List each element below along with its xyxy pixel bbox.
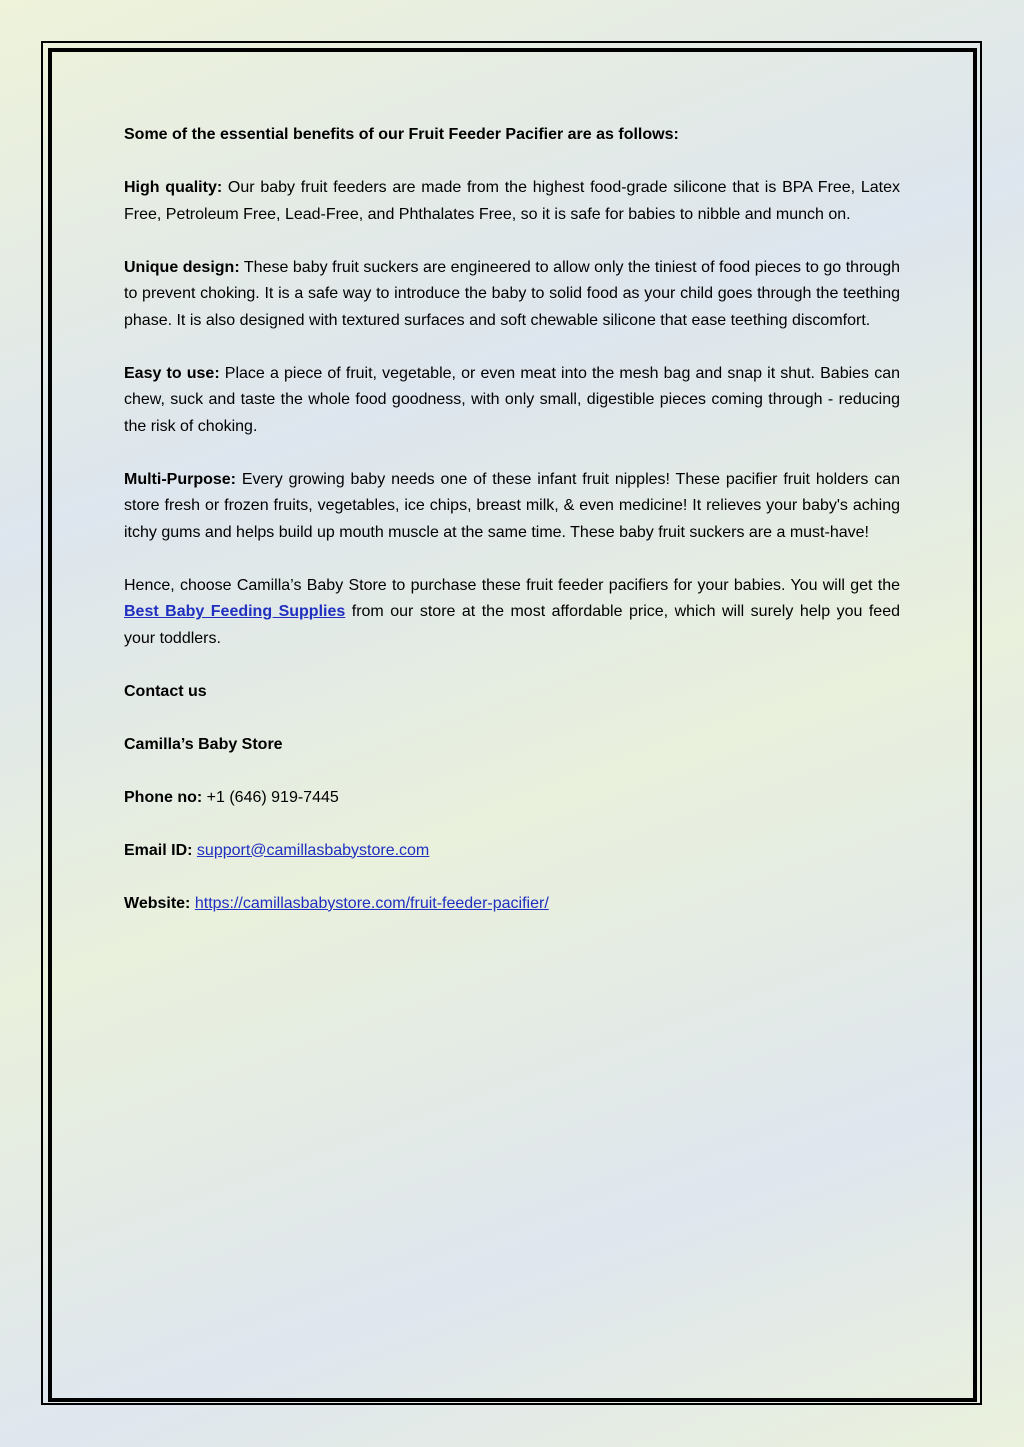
email-line <box>124 838 900 865</box>
website-link[interactable]: https://camillasbabystore.com/fruit-feeder-pacifier/ <box>194 894 549 912</box>
phone-value: +1 (646) 919-7445 <box>202 788 339 806</box>
benefit-unique-design <box>124 255 900 335</box>
website-line <box>124 891 900 918</box>
phone-line <box>124 785 900 812</box>
closing-text-before: Hence, choose Camilla’s Baby Store to purchase these fruit feeder pacifiers for your babies. You will get the <box>124 576 900 594</box>
benefit-high-quality <box>124 175 900 228</box>
phone-label: Phone no: <box>124 788 203 806</box>
benefit-title: Easy to use: <box>124 364 220 382</box>
intro-heading: Some of the essential benefits of our Fruit Feeder Pacifier are as follows: <box>124 126 679 143</box>
store-name: Camilla’s Baby Store <box>124 735 283 753</box>
benefit-title: High quality: <box>124 179 223 196</box>
benefit-easy-to-use <box>124 361 900 441</box>
benefit-text: These baby fruit suckers are engineered to allow only the tiniest of food pieces to go through to prevent choking. It is a safe way to introduce the baby to solid food as your child goes through the teething phase. It is also designed with textured surfaces and soft chewable silicone that ease teething discomfort. <box>124 258 900 329</box>
benefit-title: Multi-Purpose: <box>124 470 236 488</box>
best-baby-feeding-supplies-link[interactable]: Best Baby Feeding Supplies <box>124 603 346 620</box>
contact-heading: Contact us <box>124 682 207 700</box>
website-label: Website: <box>124 894 191 912</box>
email-label: Email ID: <box>124 841 193 859</box>
document-body <box>124 122 900 944</box>
closing-text-after: from our store at the most affordable price, which will surely help you feed your toddlers. <box>124 603 901 647</box>
benefit-text: Our baby fruit feeders are made from the highest food-grade silicone that is BPA Free, Latex Free, Petroleum Free, Lead-Free, and Phthalates Free, so it is safe for babies to nibble and munch on. <box>124 179 900 223</box>
benefit-title: Unique design: <box>124 258 240 276</box>
benefit-multi-purpose <box>124 467 900 547</box>
benefit-text: Every growing baby needs one of these infant fruit nipples! These pacifier fruit holders can store fresh or frozen fruits, vegetables, ice chips, breast milk, & even medicine! It relieves your baby's aching itchy gums and helps build up mouth muscle at the same time. These baby fruit suckers are a must-have! <box>124 470 900 541</box>
closing-paragraph <box>124 573 900 653</box>
benefit-text: Place a piece of fruit, vegetable, or even meat into the mesh bag and snap it shut. Babies can chew, suck and taste the whole food goodness, with only small, digestible pieces coming through - reducing the risk of choking. <box>124 364 900 435</box>
email-link[interactable]: support@camillasbabystore.com <box>196 841 430 859</box>
